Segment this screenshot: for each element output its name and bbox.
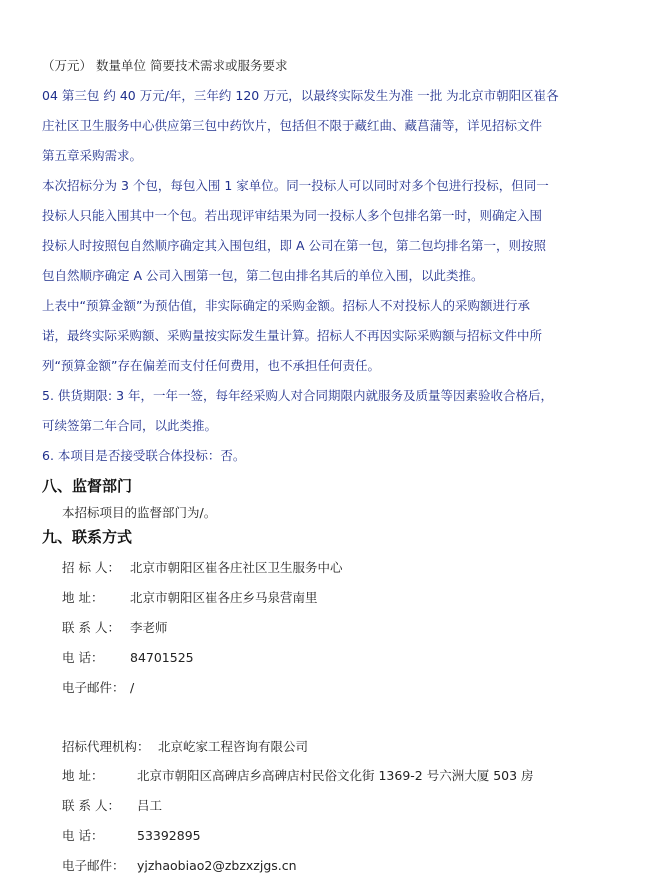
bid-rule-line-1: 本次招标分为 3 个包，每包入围 1 家单位。同一投标人可以同时对多个包进行投标，但同一 — [42, 178, 549, 193]
agency-address: 北京市朝阳区高碑店乡高碑店村民俗文化街 1369-2 号六洲大厦 503 房 — [137, 768, 534, 783]
section-9-title: 九、联系方式 — [42, 528, 133, 546]
buyer-name-label: 招 标 人： — [62, 560, 120, 575]
agency-email-label: 电子邮件： — [62, 858, 125, 873]
agency-contact: 吕工 — [137, 798, 163, 813]
buyer-email: / — [130, 680, 135, 695]
section-8-title: 八、监督部门 — [42, 477, 133, 495]
bid-rule-line-4: 包自然顺序确定 A 公司入围第一包，第二包由排名其后的单位入围，以此类推。 — [42, 268, 484, 283]
buyer-phone: 84701525 — [130, 650, 194, 665]
agency-name-label: 招标代理机构： — [62, 739, 150, 754]
supply-period-line-2: 可续签第二年合同，以此类推。 — [42, 418, 218, 433]
agency-phone: 53392895 — [137, 828, 201, 843]
bid-rule-line-3: 投标人时按照包自然顺序确定其入围包组，即 A 公司在第一包，第二包均排名第一，则按照 — [42, 238, 546, 253]
agency-name: 北京屹家工程咨询有限公司 — [158, 739, 309, 754]
buyer-address: 北京市朝阳区崔各庄乡马泉营南里 — [130, 590, 318, 605]
buyer-contact: 李老师 — [130, 620, 168, 635]
buyer-address-label: 地 址： — [62, 590, 104, 605]
agency-address-label: 地 址： — [62, 768, 104, 783]
buyer-email-label: 电子邮件： — [62, 680, 125, 695]
budget-note-line-3: 列“预算金额”存在偏差而支付任何费用，也不承担任何责任。 — [42, 358, 380, 373]
supply-period-line-1: 5. 供货期限: 3 年，一年一签，每年经采购人对合同期限内就服务及质量等因素验收合格后， — [42, 388, 554, 403]
budget-note-line-1: 上表中“预算金额”为预估值，非实际确定的采购金额。招标人不对投标人的采购额进行承 — [42, 298, 530, 313]
buyer-contact-label: 联 系 人： — [62, 620, 120, 635]
buyer-phone-label: 电 话： — [62, 650, 104, 665]
agency-contact-label: 联 系 人： — [62, 798, 120, 813]
joint-bid-line: 6. 本项目是否接受联合体投标：否。 — [42, 448, 246, 463]
buyer-name: 北京市朝阳区崔各庄社区卫生服务中心 — [130, 560, 343, 575]
table-header-line: （万元） 数量单位 简要技术需求或服务要求 — [42, 58, 288, 73]
agency-email: yjzhaobiao2@zbzxzjgs.cn — [137, 858, 297, 873]
budget-note-line-2: 诺，最终实际采购额、采购量按实际发生量计算。招标人不再因实际采购额与招标文件中所 — [42, 328, 543, 343]
bid-rule-line-2: 投标人只能入围其中一个包。若出现评审结果为同一投标人多个包排名第一时，则确定入围 — [42, 208, 543, 223]
package-3-line-2: 庄社区卫生服务中心供应第三包中药饮片，包括但不限于藏红曲、藏菖蒲等，详见招标文件 — [42, 118, 543, 133]
section-8-text: 本招标项目的监督部门为/。 — [62, 505, 217, 520]
package-3-line-3: 第五章采购需求。 — [42, 148, 143, 163]
agency-phone-label: 电 话： — [62, 828, 104, 843]
package-3-line-1: 04 第三包 约 40 万元/年，三年约 120 万元，以最终实际发生为准 一批 为北京市朝阳区崔各 — [42, 88, 559, 103]
